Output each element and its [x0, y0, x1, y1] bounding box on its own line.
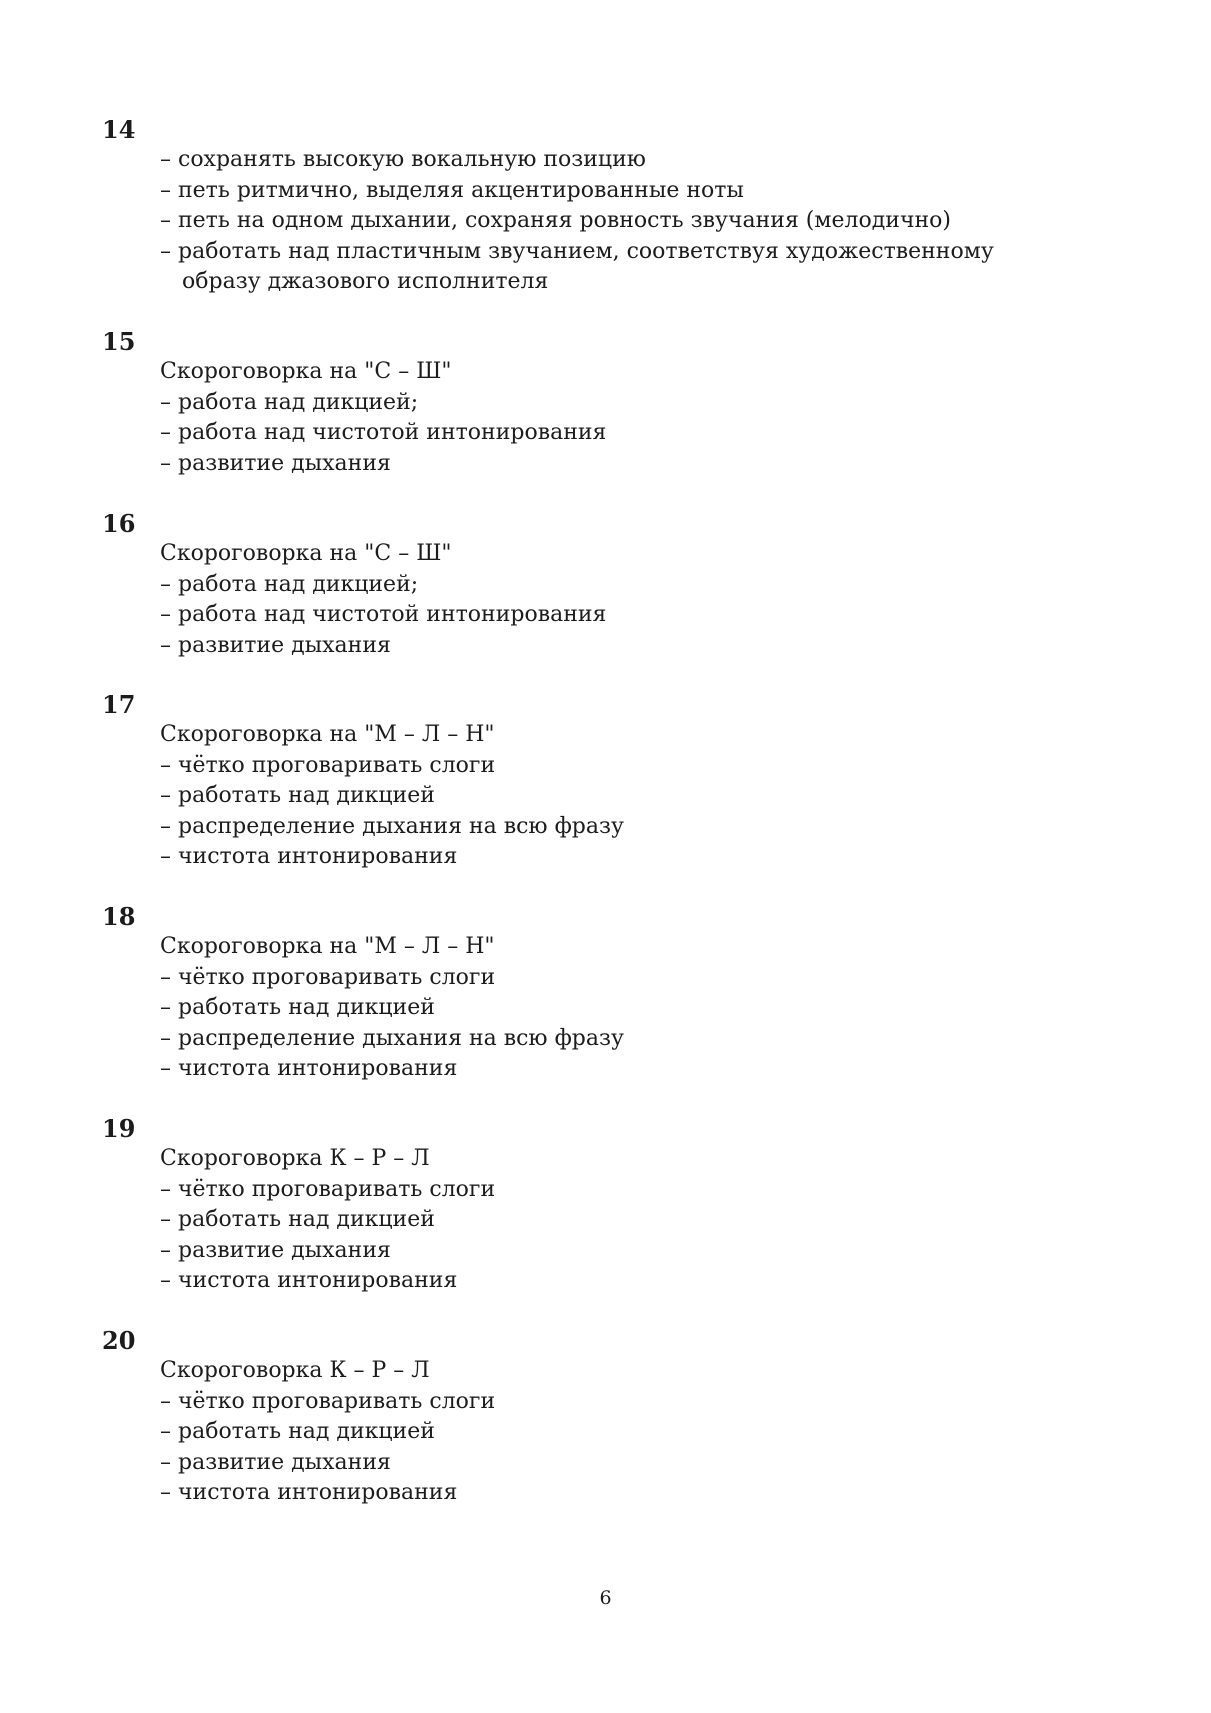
exercise-lines	[160, 720, 1102, 873]
exercise-section-14	[102, 115, 1102, 298]
exercise-number: 16	[102, 509, 136, 538]
exercise-line: – развитие дыхания	[160, 1237, 391, 1263]
page-number: 6	[599, 1587, 612, 1609]
exercise-number: 15	[102, 327, 136, 356]
exercise-lines	[160, 357, 1102, 479]
exercise-line: – работа над дикцией;	[160, 571, 419, 597]
exercise-line: – работа над чистотой интонирования	[160, 602, 607, 627]
exercise-line: – петь ритмично, выделяя акцентированные ноты	[160, 177, 744, 203]
exercise-lines	[160, 145, 1102, 298]
exercise-number: 18	[102, 902, 136, 931]
exercise-line: – петь на одном дыхании, сохраняя ровность звучания (мелодично)	[160, 208, 951, 233]
exercise-line: – чётко проговаривать слоги	[160, 1388, 496, 1414]
exercise-line: – развитие дыхания	[160, 450, 391, 476]
exercise-line: – работать над дикцией	[160, 783, 435, 808]
exercise-title: Скороговорка К – Р – Л	[160, 1358, 430, 1383]
exercise-section-16	[102, 509, 1102, 661]
exercise-number: 20	[102, 1326, 136, 1355]
exercise-number: 17	[102, 690, 136, 719]
exercise-line: – распределение дыхания на всю фразу	[160, 813, 624, 839]
exercise-title: Скороговорка на "М – Л – Н"	[160, 722, 495, 747]
exercise-lines	[160, 1144, 1102, 1297]
exercise-title: Скороговорка на "С – Ш"	[160, 359, 452, 384]
exercise-line: – чётко проговаривать слоги	[160, 964, 496, 990]
exercise-section-17	[102, 690, 1102, 873]
exercise-lines	[160, 539, 1102, 661]
exercise-number: 19	[102, 1114, 136, 1143]
exercise-line: – работать над дикцией	[160, 1419, 435, 1444]
exercise-title: Скороговорка К – Р – Л	[160, 1146, 430, 1171]
exercise-section-19	[102, 1114, 1102, 1297]
exercise-line: – работать над дикцией	[160, 995, 435, 1020]
exercise-line: – развитие дыхания	[160, 1449, 391, 1475]
exercise-lines	[160, 932, 1102, 1085]
exercise-number: 14	[102, 115, 136, 144]
exercise-lines	[160, 1356, 1102, 1509]
exercise-section-15	[102, 327, 1102, 479]
exercise-line: – развитие дыхания	[160, 632, 391, 658]
exercise-line: – сохранять высокую вокальную позицию	[160, 147, 646, 172]
exercise-line: – чётко проговаривать слоги	[160, 752, 496, 778]
exercise-line: – чётко проговаривать слоги	[160, 1176, 496, 1202]
exercise-line-continuation: образу джазового исполнителя	[182, 269, 549, 294]
exercise-line: – чистота интонирования	[160, 1056, 458, 1081]
exercise-line: – чистота интонирования	[160, 844, 458, 869]
exercise-line: – работать над дикцией	[160, 1207, 435, 1232]
exercise-title: Скороговорка на "С – Ш"	[160, 541, 452, 566]
exercise-section-18	[102, 902, 1102, 1085]
exercise-line: – работа над дикцией;	[160, 389, 419, 415]
exercise-line: – работать над пластичным звучанием, соответствуя художественному	[160, 238, 994, 264]
exercise-line: – чистота интонирования	[160, 1268, 458, 1293]
exercise-title: Скороговорка на "М – Л – Н"	[160, 934, 495, 959]
exercise-section-20	[102, 1326, 1102, 1509]
exercise-line: – чистота интонирования	[160, 1480, 458, 1505]
exercise-line: – распределение дыхания на всю фразу	[160, 1025, 624, 1051]
exercise-line: – работа над чистотой интонирования	[160, 420, 607, 445]
